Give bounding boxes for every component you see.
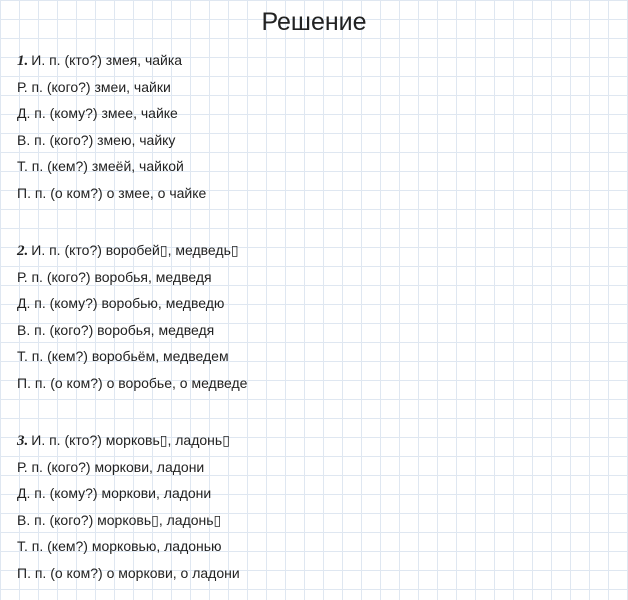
- page-title: Решение: [261, 8, 367, 36]
- case-line: [17, 74, 206, 101]
- case-line: [17, 264, 247, 291]
- case-line: [17, 454, 240, 481]
- case-group-1: [17, 47, 206, 207]
- case-group-3: [17, 427, 240, 587]
- case-line: [17, 47, 206, 74]
- case-line: [17, 180, 206, 207]
- case-line: [17, 290, 247, 317]
- case-line: [17, 317, 247, 344]
- case-text: П. п. (о ком?) о моркови, о ладони: [17, 564, 240, 581]
- case-text: Д. п. (кому?) моркови, ладони: [17, 485, 212, 502]
- case-text: В. п. (кого?) воробья, медведя: [17, 321, 215, 338]
- case-line: [17, 480, 240, 507]
- case-line: [17, 427, 240, 454]
- exercise-number: 3.: [17, 433, 29, 449]
- case-text: В. п. (кого?) змею, чайку: [17, 131, 176, 148]
- case-text: Р. п. (кого?) моркови, ладони: [17, 458, 205, 475]
- case-text: И. п. (кто?) морковь▯, ладонь▯: [31, 432, 230, 448]
- case-text: Т. п. (кем?) змеёй, чайкой: [17, 158, 184, 175]
- case-line: [17, 370, 247, 397]
- exercise-number: 1.: [17, 53, 29, 69]
- case-text: В. п. (кого?) морковь▯, ладонь▯: [17, 511, 222, 528]
- case-text: Т. п. (кем?) воробьём, медведем: [17, 348, 229, 365]
- case-text: П. п. (о ком?) о воробье, о медведе: [17, 374, 248, 391]
- case-text: П. п. (о ком?) о змее, о чайке: [17, 184, 207, 201]
- exercise-number: 2.: [17, 243, 29, 259]
- case-line: [17, 560, 240, 587]
- case-line: [17, 100, 206, 127]
- case-line: [17, 127, 206, 154]
- case-line: [17, 153, 206, 180]
- case-text: Р. п. (кого?) змеи, чайки: [17, 78, 171, 95]
- case-text: Т. п. (кем?) морковью, ладонью: [17, 538, 222, 555]
- case-line: [17, 533, 240, 560]
- case-text: И. п. (кто?) воробей▯, медведь▯: [31, 242, 239, 258]
- case-text: И. п. (кто?) змея, чайка: [31, 52, 183, 68]
- case-text: Р. п. (кого?) воробья, медведя: [17, 268, 212, 285]
- case-line: [17, 507, 240, 534]
- case-line: [17, 343, 247, 370]
- case-text: Д. п. (кому?) змее, чайке: [17, 105, 178, 122]
- case-group-2: [17, 237, 247, 397]
- case-text: Д. п. (кому?) воробью, медведю: [17, 295, 225, 312]
- case-line: [17, 237, 247, 264]
